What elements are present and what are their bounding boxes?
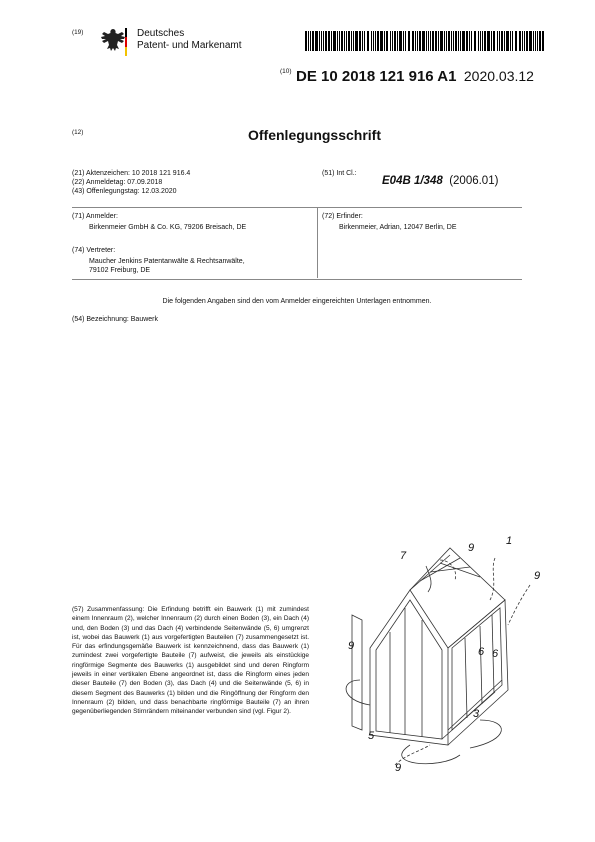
barcode-bar <box>438 31 439 51</box>
applicant-label: (71) Anmelder: <box>72 213 118 220</box>
barcode-bar <box>341 31 343 51</box>
figure-label: 3 <box>473 708 480 720</box>
document-title: Offenlegungsschrift <box>248 127 382 143</box>
figure-label: 9 <box>348 640 355 652</box>
figure-label: 1 <box>506 535 513 547</box>
barcode-bar <box>453 31 454 51</box>
barcode-bar <box>484 31 486 51</box>
barcode-bar <box>375 31 376 51</box>
barcode-bar <box>403 31 404 51</box>
abstract: (57) Zusammenfassung: Die Erfindung betrifft ein Bauwerk (1) mit zumindest einem Innenraum (2), welcher Innenraum (2) durch einen Boden (3), ein Dach (4) und, den Boden (3) und das Dach (4) verbindende Seitenwände (5, 6) umgrenzt ist, wobei das Bauwerk (1) aus vorgefertigten Bauteilen (7) zusammengesetzt ist. Für das erfindungsgemäße Bauwerk ist kennzeichnend, dass das Bauwerk (1) zumindest zwei vorgefertigte Bauteile (7) aufweist, die jeweils als einstückige ringförmige Segmente des Bauwerks (1) ausgebildet sind und deren Ringform jeweils in einer vertikalen Ebene angeordnet ist, dass die Ringform eines jeden dieser Bauteile (7) den Boden (3), das Dach (4) und die Seitenwände (5, 6) in diesem Segment des Bauwerks (1) bilden und die Ringöffnung der Ringform den Innenraum (2) bilden, und dass benachbarte ringförmige Bauteile (7) an ihren gegenüberliegenden Stirnrändern miteinander verbunden sind (vgl. Figur 2). <box>72 606 309 716</box>
barcode-bar <box>466 31 468 51</box>
inventor-value: Birkenmeier, Adrian, 12047 Berlin, DE <box>339 224 457 231</box>
barcode-bar <box>501 31 503 51</box>
barcode <box>305 31 551 51</box>
barcode-bar <box>348 31 350 51</box>
barcode-bar <box>426 31 427 51</box>
figure-label: 6 <box>492 648 499 660</box>
barcode-bar <box>478 31 479 51</box>
barcode-bar <box>510 31 511 51</box>
designation: (54) Bezeichnung: Bauwerk <box>72 316 158 323</box>
barcode-bar <box>455 31 457 51</box>
column-divider <box>317 207 318 278</box>
barcode-bar <box>331 31 332 51</box>
barcode-bar <box>310 31 311 51</box>
ipc-class: E04B 1/348 <box>382 175 443 187</box>
flag-stripe <box>125 28 127 56</box>
barcode-bar <box>394 31 396 51</box>
barcode-bar <box>430 31 431 51</box>
office-name <box>137 28 242 52</box>
barcode-bar <box>321 31 322 51</box>
barcode-bar <box>435 31 437 51</box>
publication-date: 2020.03.12 <box>463 68 534 84</box>
figure-label: 9 <box>534 570 541 582</box>
barcode-bar <box>493 31 495 51</box>
house-figure <box>340 530 555 780</box>
barcode-bar <box>380 31 383 51</box>
barcode-bar <box>451 31 452 51</box>
barcode-bar <box>412 31 414 51</box>
inventor-label: (72) Erfinder: <box>322 213 363 220</box>
barcode-bar <box>474 31 476 51</box>
barcode-bar <box>428 31 429 51</box>
barcode-bar <box>386 31 388 51</box>
code-19: (19) <box>72 29 84 36</box>
barcode-bar <box>323 31 324 51</box>
barcode-bar <box>542 31 544 51</box>
figure-label: 5 <box>368 730 375 742</box>
figure-label: 9 <box>395 762 402 774</box>
barcode-bar <box>367 31 369 51</box>
barcode-bar <box>522 31 523 51</box>
barcode-bar <box>392 31 393 51</box>
barcode-bar <box>487 31 490 51</box>
barcode-bar <box>515 31 517 51</box>
barcode-bar <box>504 31 505 51</box>
barcode-bar <box>535 31 536 51</box>
barcode-bar <box>480 31 481 51</box>
federal-eagle-logo <box>98 26 128 56</box>
barcode-bar <box>519 31 521 51</box>
barcode-bar <box>397 31 398 51</box>
barcode-bar <box>462 31 465 51</box>
barcode-bar <box>491 31 492 51</box>
barcode-bar <box>405 31 406 51</box>
barcode-bar <box>408 31 410 51</box>
office-name-line1: Deutsches <box>137 28 185 39</box>
barcode-bar <box>529 31 532 51</box>
barcode-bar <box>359 31 361 51</box>
barcode-bar <box>384 31 385 51</box>
publication-number: DE 10 2018 121 916 A1 <box>296 68 457 85</box>
figure-label: 7 <box>400 550 407 562</box>
publication-day: (43) Offenlegungstag: 12.03.2020 <box>72 188 177 195</box>
barcode-bar <box>390 31 391 51</box>
barcode-bar <box>440 31 443 51</box>
barcode-bar <box>339 31 340 51</box>
barcode-bar <box>471 31 472 51</box>
barcode-bar <box>308 31 309 51</box>
barcode-bar <box>524 31 525 51</box>
barcode-bar <box>315 31 318 51</box>
barcode-bar <box>526 31 528 51</box>
divider <box>72 279 522 280</box>
barcode-bar <box>344 31 345 51</box>
agent-label: (74) Vertreter: <box>72 247 116 254</box>
barcode-bar <box>371 31 372 51</box>
barcode-bar <box>432 31 434 51</box>
barcode-bar <box>448 31 450 51</box>
barcode-bar <box>417 31 418 51</box>
agent-line1: Maucher Jenkins Patentanwälte & Rechtsanwälte, <box>89 258 245 265</box>
barcode-bar <box>497 31 498 51</box>
barcode-bar <box>305 31 307 51</box>
barcode-bar <box>355 31 358 51</box>
code-12: (12) <box>72 129 84 136</box>
figure-label: 9 <box>468 542 475 554</box>
inventor-block <box>322 212 457 232</box>
barcode-bar <box>312 31 314 51</box>
barcode-bar <box>377 31 379 51</box>
biblio-left <box>72 169 190 196</box>
barcode-bar <box>537 31 538 51</box>
barcode-bar <box>446 31 447 51</box>
barcode-bar <box>533 31 534 51</box>
agent-line2: 79102 Freiburg, DE <box>89 267 151 274</box>
agent-block <box>72 246 245 275</box>
barcode-bar <box>422 31 425 51</box>
applicant-block <box>72 212 246 232</box>
barcode-bar <box>399 31 402 51</box>
barcode-bar <box>512 31 513 51</box>
barcode-bar <box>419 31 421 51</box>
notice: Die folgenden Angaben sind den vom Anmelder eingereichten Unterlagen entnommen. <box>162 298 432 305</box>
barcode-bar <box>337 31 338 51</box>
barcode-bar <box>328 31 330 51</box>
barcode-bar <box>325 31 327 51</box>
ipc-version: (2006.01) <box>449 175 499 187</box>
barcode-bar <box>460 31 461 51</box>
file-number: (21) Aktenzeichen: 10 2018 121 916.4 <box>72 170 191 177</box>
barcode-bar <box>346 31 347 51</box>
barcode-bar <box>319 31 320 51</box>
barcode-bar <box>482 31 483 51</box>
code-10: (10) <box>280 68 292 75</box>
barcode-bar <box>364 31 365 51</box>
barcode-bar <box>415 31 416 51</box>
barcode-bar <box>444 31 445 51</box>
barcode-bar <box>362 31 363 51</box>
barcode-bar <box>353 31 354 51</box>
barcode-bar <box>458 31 459 51</box>
filing-date: (22) Anmeldetag: 07.09.2018 <box>72 179 163 186</box>
barcode-bar <box>373 31 374 51</box>
int-cl-label: (51) Int Cl.: <box>322 170 357 177</box>
publication-number-line <box>280 68 534 86</box>
office-name-line2: Patent- und Markenamt <box>137 40 242 51</box>
applicant-value: Birkenmeier GmbH & Co. KG, 79206 Breisach, DE <box>89 224 247 231</box>
ipc-line <box>382 171 498 189</box>
barcode-bar <box>539 31 541 51</box>
barcode-bar <box>506 31 509 51</box>
divider <box>72 207 522 208</box>
barcode-bar <box>351 31 352 51</box>
figure-label: 6 <box>478 646 485 658</box>
barcode-bar <box>333 31 336 51</box>
barcode-bar <box>469 31 470 51</box>
barcode-bar <box>499 31 500 51</box>
